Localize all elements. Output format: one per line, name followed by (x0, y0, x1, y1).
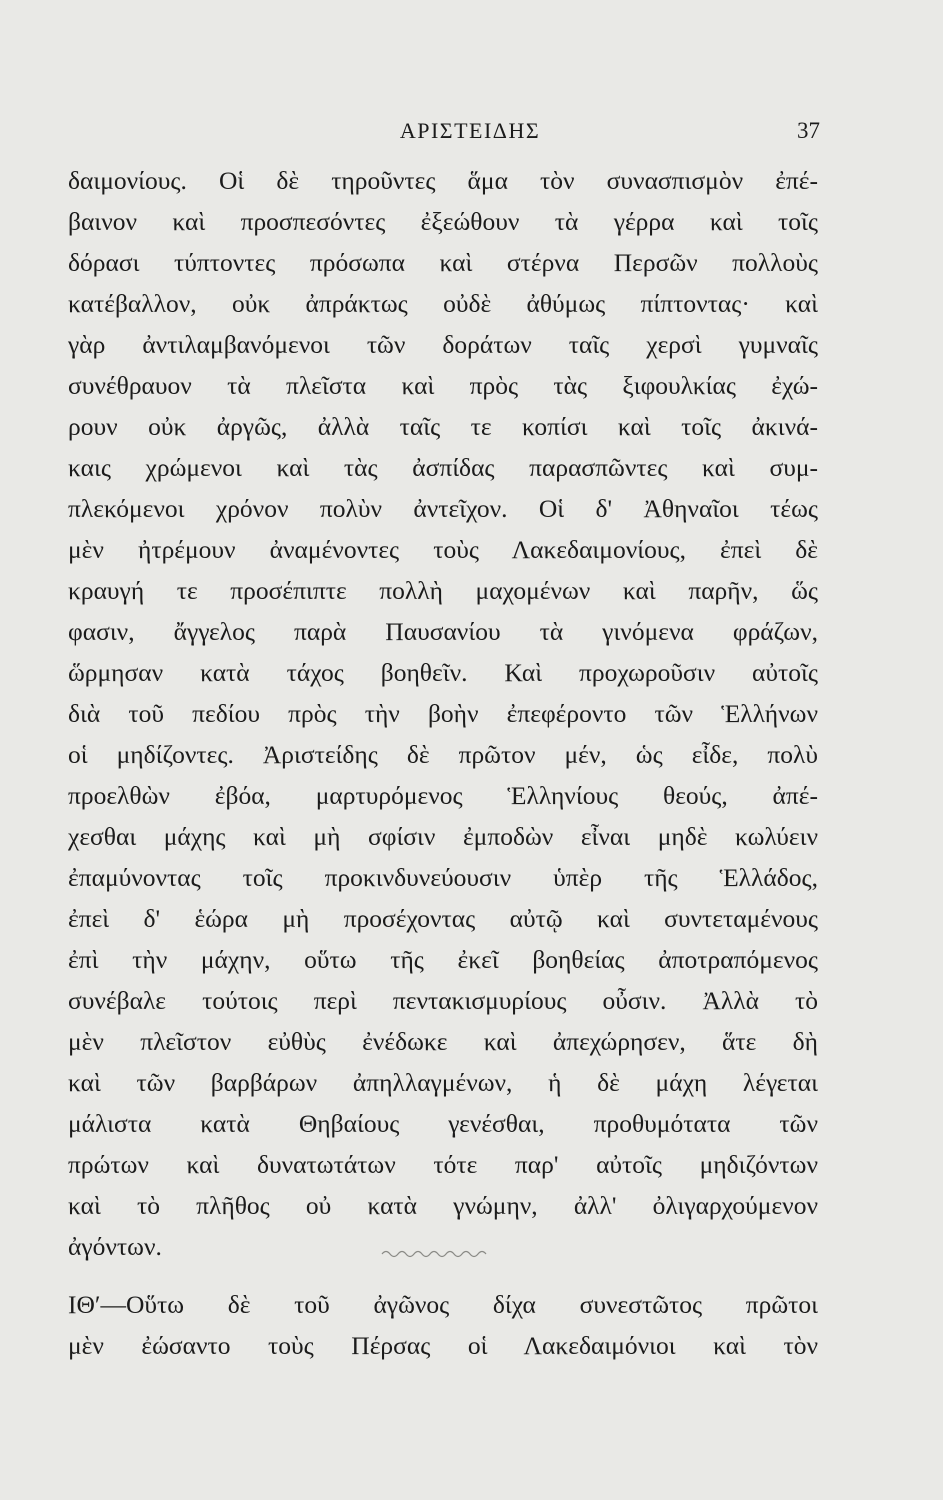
body-text (68, 160, 818, 1267)
text-line: μὲν ἠτρέμουν ἀναμένοντες τοὺς Λακεδαιμονίους, ἐπεὶ δὲ (68, 535, 818, 564)
text-line: ὥρμησαν κατὰ τάχος βοηθεῖν. Καὶ προχωροῦσιν αὐτοῖς (68, 658, 818, 687)
text-line: βαινον καὶ προσπεσόντες ἐξεώθουν τὰ γέρρα καὶ τοῖς (68, 207, 818, 236)
text-line-final: ἀγόντων. (68, 1232, 162, 1261)
text-line: ἐπαμύνοντας τοῖς προκινδυνεύουσιν ὑπὲρ τῆς Ἑλλάδος, (68, 863, 818, 892)
text-line: ρουν οὐκ ἀργῶς, ἀλλὰ ταῖς τε κοπίσι καὶ τοῖς ἀκινά- (68, 412, 818, 441)
text-line: δαιμονίους. Οἱ δὲ τηροῦντες ἅμα τὸν συνασπισμὸν ἐπέ- (68, 166, 818, 195)
text-line: μάλιστα κατὰ Θηβαίους γενέσθαι, προθυμότατα τῶν (68, 1109, 818, 1138)
text-line: φασιν, ἄγγελος παρὰ Παυσανίου τὰ γινόμενα φράζων, (68, 617, 818, 646)
text-line: ἐπὶ τὴν μάχην, οὕτω τῆς ἐκεῖ βοηθείας ἀποτραπόμενος (68, 945, 818, 974)
text-line: πλεκόμενοι χρόνον πολὺν ἀντεῖχον. Οἱ δ' Ἀθηναῖοι τέως (68, 494, 818, 523)
running-title: ΑΡΙΣΤΕΙΔΗΣ (399, 118, 541, 143)
text-line: κραυγή τε προσέπιπτε πολλὴ μαχομένων καὶ παρῆν, ὥς (68, 576, 818, 605)
ornamental-divider (380, 1248, 490, 1260)
text-line: καὶ τῶν βαρβάρων ἀπηλλαγμένων, ἡ δὲ μάχη λέγεται (68, 1068, 818, 1097)
text-line: διὰ τοῦ πεδίου πρὸς τὴν βοὴν ἐπεφέροντο τῶν Ἑλλήνων (68, 699, 818, 728)
text-line: πρώτων καὶ δυνατωτάτων τότε παρ' αὐτοῖς μηδιζόντων (68, 1150, 818, 1179)
text-line: καὶ τὸ πλῆθος οὐ κατὰ γνώμην, ἀλλ' ὀλιγαρχούμενον (68, 1191, 818, 1220)
page-number: 37 (797, 118, 820, 143)
text-line: γὰρ ἀντιλαμβανόμενοι τῶν δοράτων ταῖς χερσὶ γυμναῖς (68, 330, 818, 359)
text-line: οἱ μηδίζοντες. Ἀριστείδης δὲ πρῶτον μέν, ὡς εἶδε, πολὺ (68, 740, 818, 769)
text-line: συνέβαλε τούτοις περὶ πεντακισμυρίους οὖσιν. Ἀλλὰ τὸ (68, 986, 818, 1015)
text-line: καις χρώμενοι καὶ τὰς ἀσπίδας παρασπῶντες καὶ συμ- (68, 453, 818, 482)
text-line: χεσθαι μάχης καὶ μὴ σφίσιν ἐμποδὼν εἶναι μηδὲ κωλύειν (68, 822, 818, 851)
text-line: μὲν ἐώσαντο τοὺς Πέρσας οἱ Λακεδαιμόνιοι καὶ τὸν (68, 1331, 818, 1360)
text-line: κατέβαλλον, οὐκ ἀπράκτως οὐδὲ ἀθύμως πίπτοντας· καὶ (68, 289, 818, 318)
text-line: προελθὼν ἐβόα, μαρτυρόμενος Ἑλληνίους θεούς, ἀπέ- (68, 781, 818, 810)
text-line: δόρασι τύπτοντες πρόσωπα καὶ στέρνα Περσῶν πολλοὺς (68, 248, 818, 277)
text-line: συνέθραυον τὰ πλεῖστα καὶ πρὸς τὰς ξιφουλκίας ἐχώ- (68, 371, 818, 400)
running-head (0, 118, 943, 158)
text-line: ἐπεὶ δ' ἑώρα μὴ προσέχοντας αὐτῷ καὶ συντεταμένους (68, 904, 818, 933)
text-line: μὲν πλεῖστον εὐθὺς ἐνέδωκε καὶ ἀπεχώρησεν, ἅτε δὴ (68, 1027, 818, 1056)
chapter-section (68, 1284, 818, 1366)
section-heading-line: ΙΘʹ—Οὕτω δὲ τοῦ ἀγῶνος δίχα συνεστῶτος πρῶτοι (68, 1290, 818, 1319)
